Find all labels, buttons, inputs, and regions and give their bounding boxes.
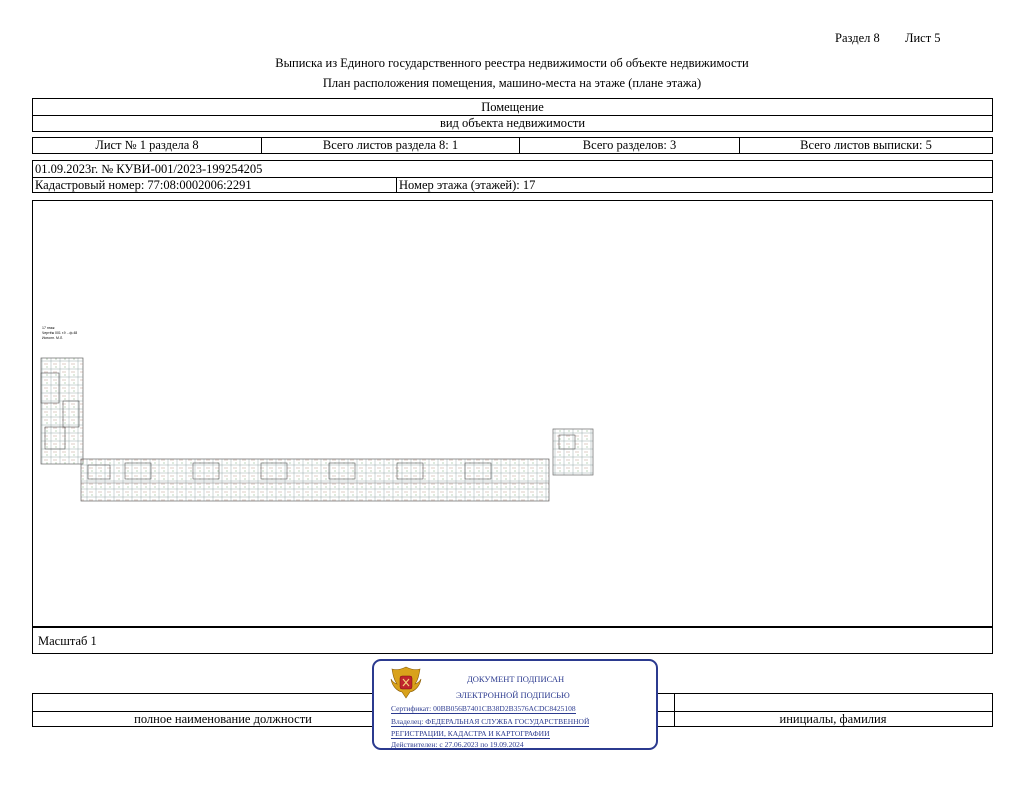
sheets-row: [32, 137, 993, 154]
plan-note-line: 17 этаж: [42, 326, 55, 330]
object-kind-caption: вид объекта недвижимости: [439, 116, 586, 130]
object-kind-value: Помещение: [481, 100, 544, 114]
floor-plan-drawing: [33, 201, 992, 626]
stamp-owner-line1: Владелец: ФЕДЕРАЛЬНАЯ СЛУЖБА ГОСУДАРСТВЕННОЙ: [391, 717, 590, 726]
section-number: Раздел 8: [835, 31, 880, 45]
object-kind-block: [32, 98, 993, 132]
info-block: [32, 160, 993, 193]
initials-caption: инициалы, фамилия: [779, 712, 887, 726]
total-sheets-extract: Всего листов выписки: 5: [800, 138, 932, 152]
plan-note-line: Исполн. М.Л.: [42, 336, 64, 340]
cadastral-number: Кадастровый номер: 77:08:0002006:2291: [35, 178, 252, 192]
cadastral-cell: [33, 177, 397, 192]
floor-number: Номер этажа (этажей): 17: [399, 178, 536, 192]
stamp-line1: ДОКУМЕНТ ПОДПИСАН: [467, 674, 565, 684]
stamp-certificate: Сертификат: 00BB056B7401CB38D2B3576ACDC8425108: [391, 704, 576, 713]
sheet-of-section: Лист № 1 раздела 8: [33, 138, 262, 153]
document-title: Выписка из Единого государственного реестра недвижимости об объекте недвижимости: [275, 56, 749, 70]
scale-row: [32, 627, 993, 654]
document-subtitle: План расположения помещения, машино-места на этаже (плане этажа): [322, 76, 702, 90]
floor-plan-area: [32, 200, 993, 627]
scale-label: Масштаб 1: [38, 634, 97, 648]
total-sheets-section: Всего листов раздела 8: 1: [262, 138, 520, 153]
sheet-number: Лист 5: [905, 31, 941, 45]
date-number: 01.09.2023г. № КУВИ-001/2023-199254205: [35, 162, 263, 176]
plan-wing-left: [41, 358, 83, 464]
e-signature-stamp: [372, 659, 658, 750]
position-caption: полное наименование должности: [134, 712, 312, 726]
plan-note-line: Чертёж 001 г.9 ...ф.48: [42, 331, 78, 335]
stamp-line2: ЭЛЕКТРОННОЙ ПОДПИСЬЮ: [456, 690, 570, 700]
emblem-icon: [388, 664, 424, 700]
total-sections: Всего разделов: 3: [520, 138, 740, 153]
stamp-validity: Действителен: с 27.06.2023 по 19.09.2024: [391, 740, 524, 749]
stamp-owner-line2: РЕГИСТРАЦИИ, КАДАСТРА И КАРТОГРАФИИ: [391, 729, 550, 738]
